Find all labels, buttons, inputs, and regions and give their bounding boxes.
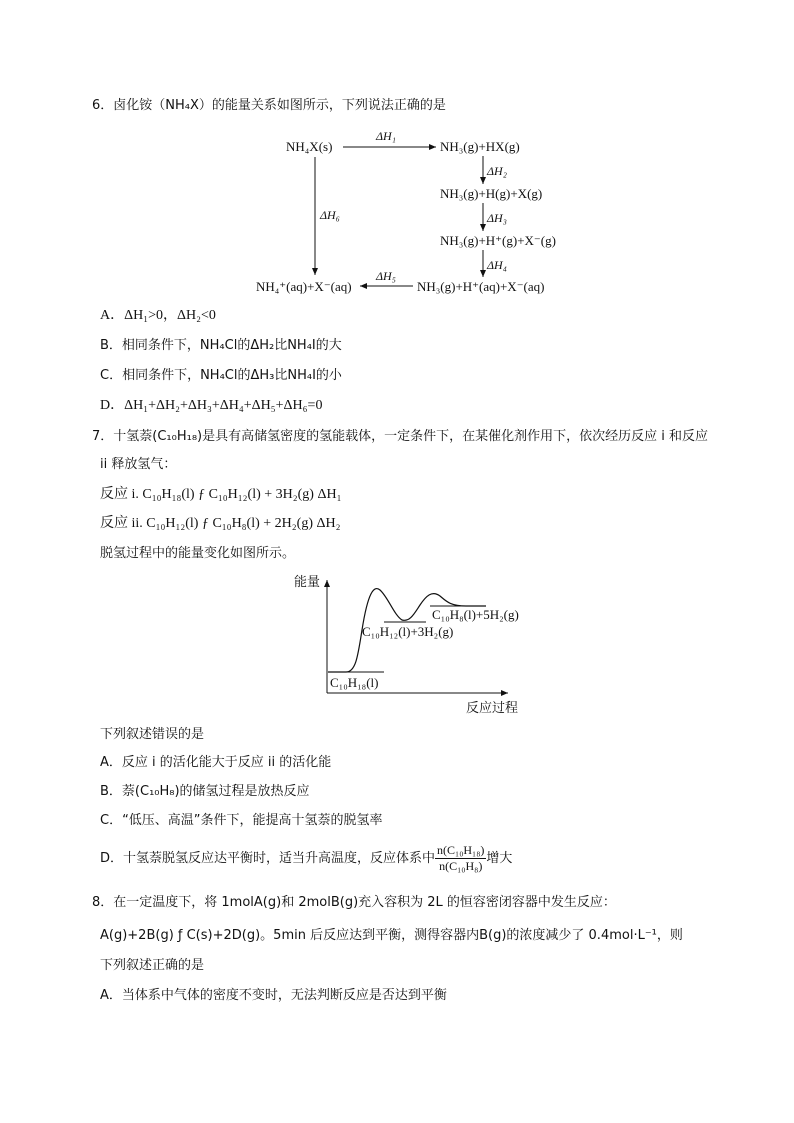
q6-option-c: C．相同条件下，NH₄Cl的ΔH₃比NH₄I的小 <box>100 368 342 383</box>
q6-dh5-label: ΔH₅ <box>376 269 396 283</box>
q7-option-a: A．反应 i 的活化能大于反应 ii 的活化能 <box>100 755 332 770</box>
q6-step2-species: NH₃(g)+H(g)+X(g) <box>440 186 543 201</box>
q7-fraction-numerator: n(C₁₀H₁₈) <box>437 843 485 857</box>
q7-stem-line2: ii 释放氢气： <box>100 457 177 472</box>
q8-option-a: A．当体系中气体的密度不变时，无法判断反应是否达到平衡 <box>100 988 447 1003</box>
q8-stem-line3: 下列叙述正确的是 <box>100 958 205 973</box>
q7-option-d <box>100 840 512 878</box>
q6-dh3-label: ΔH₃ <box>487 211 507 225</box>
q6-dh1-label: ΔH₁ <box>376 129 396 143</box>
q7-intermediate-label: C₁₀H₁₂(l)+3H₂(g) <box>362 624 454 639</box>
q6-stem: 6．卤化铵（NH₄X）的能量关系如图所示，下列说法正确的是 <box>92 98 446 113</box>
q6-step3-species: NH₃(g)+H⁺(g)+X⁻(g) <box>440 233 556 248</box>
q6-option-b: B．相同条件下，NH₄Cl的ΔH₂比NH₄I的大 <box>100 338 342 353</box>
q6-step1-species: NH₃(g)+HX(g) <box>440 139 520 154</box>
q7-diagram-caption: 脱氢过程中的能量变化如图所示。 <box>100 546 296 561</box>
q7-stem-line1: 7．十氢萘(C₁₀H₁₈)是具有高储氢密度的氢能载体，一定条件下，在某催化剂作用下，依次经历反应 i 和反应 <box>92 429 708 444</box>
q7-y-label: 能量 <box>294 575 321 590</box>
q7-x-label: 反应过程 <box>466 701 519 716</box>
q6-option-d: D．ΔH₁+ΔH₂+ΔH₃+ΔH₄+ΔH₅+ΔH₆=0 <box>100 398 323 413</box>
q6-dh4-label: ΔH₄ <box>487 258 507 272</box>
q7-reactant-label: C₁₀H₁₈(l) <box>330 675 379 690</box>
q7-option-b: B．萘(C₁₀H₈)的储氢过程是放热反应 <box>100 784 310 799</box>
q7-option-d-suffix: 增大 <box>486 851 513 866</box>
q6-end-species: NH₄⁺(aq)+X⁻(aq) <box>256 279 352 294</box>
q7-option-d-prefix: D．十氢萘脱氢反应达平衡时，适当升高温度，反应体系中 <box>100 851 436 866</box>
q8-stem-line2: A(g)+2B(g) ƒ C(s)+2D(g)。5min 后反应达到平衡，测得容器内B(g)的浓度减少了 0.4mol·L⁻¹，则 <box>100 928 683 943</box>
q7-question: 下列叙述错误的是 <box>100 727 205 742</box>
q7-option-c: C．“低压、高温”条件下，能提高十氢萘的脱氢率 <box>100 813 383 828</box>
q8-stem-line1: 8．在一定温度下，将 1molA(g)和 2molB(g)充入容积为 2L 的恒容密闭容器中发生反应： <box>92 895 616 910</box>
q7-option-d-fraction <box>435 843 486 874</box>
q7-reaction-1: 反应 i. C₁₀H₁₈(l) ƒ C₁₀H₁₂(l) + 3H₂(g) ΔH₁ <box>100 487 342 502</box>
q7-product-label: C₁₀H₈(l)+5H₂(g) <box>432 607 519 622</box>
q6-option-a: A．ΔH₁>0，ΔH₂<0 <box>100 308 216 323</box>
q6-step4-species: NH₃(g)+H⁺(aq)+X⁻(aq) <box>417 279 545 294</box>
q7-fraction-denominator: n(C₁₀H₈) <box>439 859 483 873</box>
q6-dh2-label: ΔH₂ <box>487 164 507 178</box>
q7-reaction-2: 反应 ii. C₁₀H₁₂(l) ƒ C₁₀H₈(l) + 2H₂(g) ΔH₂ <box>100 516 341 531</box>
q6-start-species: NH₄X(s) <box>286 139 333 154</box>
q6-dh6-label: ΔH₆ <box>320 208 340 222</box>
